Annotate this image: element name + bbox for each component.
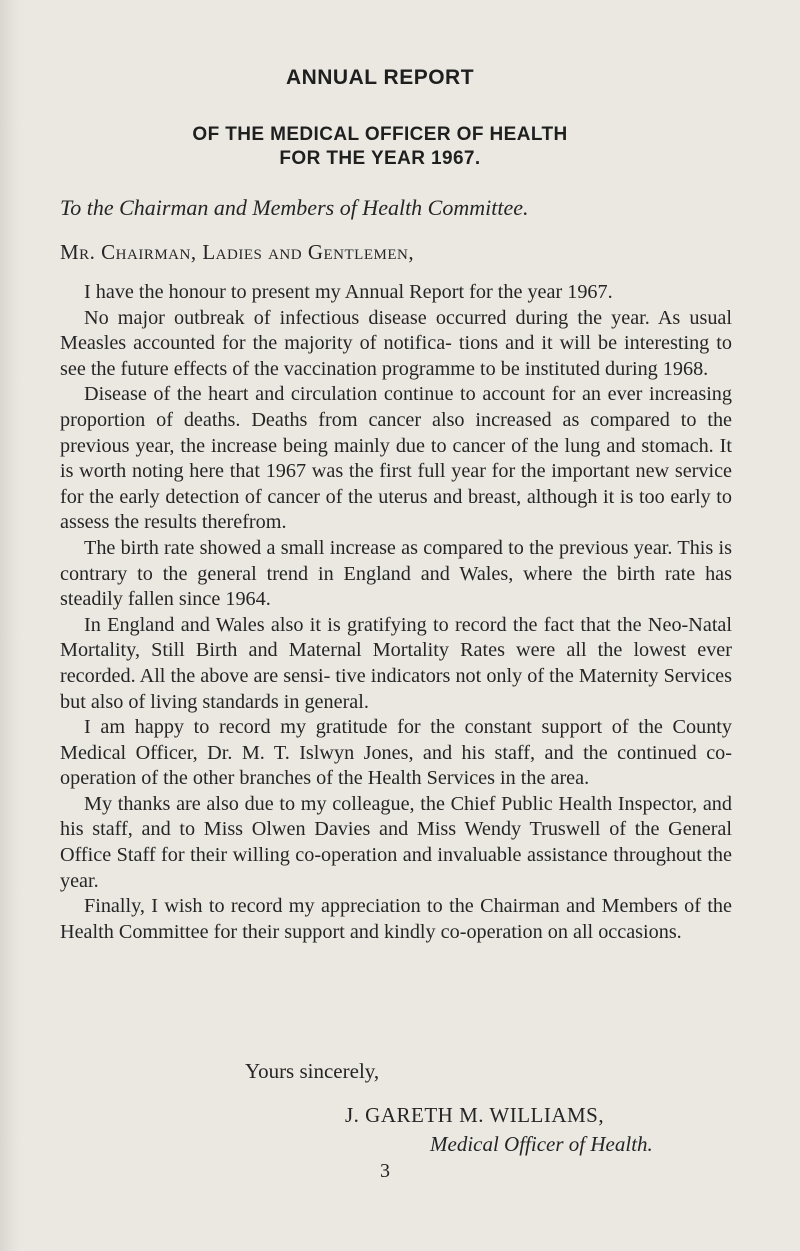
salutation: Mr. Chairman, Ladies and Gentlemen, [60, 240, 415, 264]
signer-name: J. GARETH M. WILLIAMS, [345, 1103, 605, 1127]
report-subtitle-line-1: OF THE MEDICAL OFFICER OF HEALTH [192, 124, 568, 145]
paragraph: In England and Wales also it is gratifying to record the fact that the Neo-Natal Mortality, Still Birth and Maternal Mortality Rates were all the lowest ever recorded. All the above are sensi- tive indicators not only of the Maternity Services but also of living standards in general. [60, 613, 732, 713]
paragraph: The birth rate showed a small increase as compared to the previous year. This is contrary to the general trend in England and Wales, where the birth rate has steadily fallen since 1964. [60, 536, 732, 611]
report-subtitle-line-2: FOR THE YEAR 1967. [279, 148, 481, 169]
closing: Yours sincerely, [245, 1059, 380, 1083]
report-body [60, 280, 732, 945]
paragraph: I am happy to record my gratitude for the constant support of the County Medical Officer, Dr. M. T. Islwyn Jones, and his staff, and the continued co-operation of the other branches of the Health Services in the area. [60, 716, 732, 790]
report-title: ANNUAL REPORT [285, 66, 475, 89]
address-line: To the Chairman and Members of Health Committee. [60, 195, 529, 220]
page-edge-shadow [0, 0, 22, 1251]
page-number: 3 [380, 1160, 390, 1182]
paragraph: No major outbreak of infectious disease occurred during the year. As usual Measles accounted for the majority of notifica- tions and it will be interesting to see the future effects of the vaccination programme to be instituted during 1968. [60, 306, 732, 380]
paragraph: I have the honour to present my Annual Report for the year 1967. [84, 281, 613, 303]
paragraph: Finally, I wish to record my appreciation to the Chairman and Members of the Health Committee for their support and kindly co-operation on all occasions. [60, 895, 732, 943]
paragraph: My thanks are also due to my colleague, the Chief Public Health Inspector, and his staff, and to Miss Olwen Davies and Miss Wendy Truswell of the General Office Staff for their willing co-operation and invaluable assistance throughout the year. [60, 792, 732, 892]
paragraph: Disease of the heart and circulation continue to account for an ever increasing proportion of deaths. Deaths from cancer also increased as compared to the previous year, the increase being mainly due to cancer of the lung and stomach. It is worth noting here that 1967 was the first full year for the important new service for the early detection of cancer of the uterus and breast, although it is too early to assess the results therefrom. [60, 383, 732, 534]
signer-role: Medical Officer of Health. [430, 1132, 653, 1156]
